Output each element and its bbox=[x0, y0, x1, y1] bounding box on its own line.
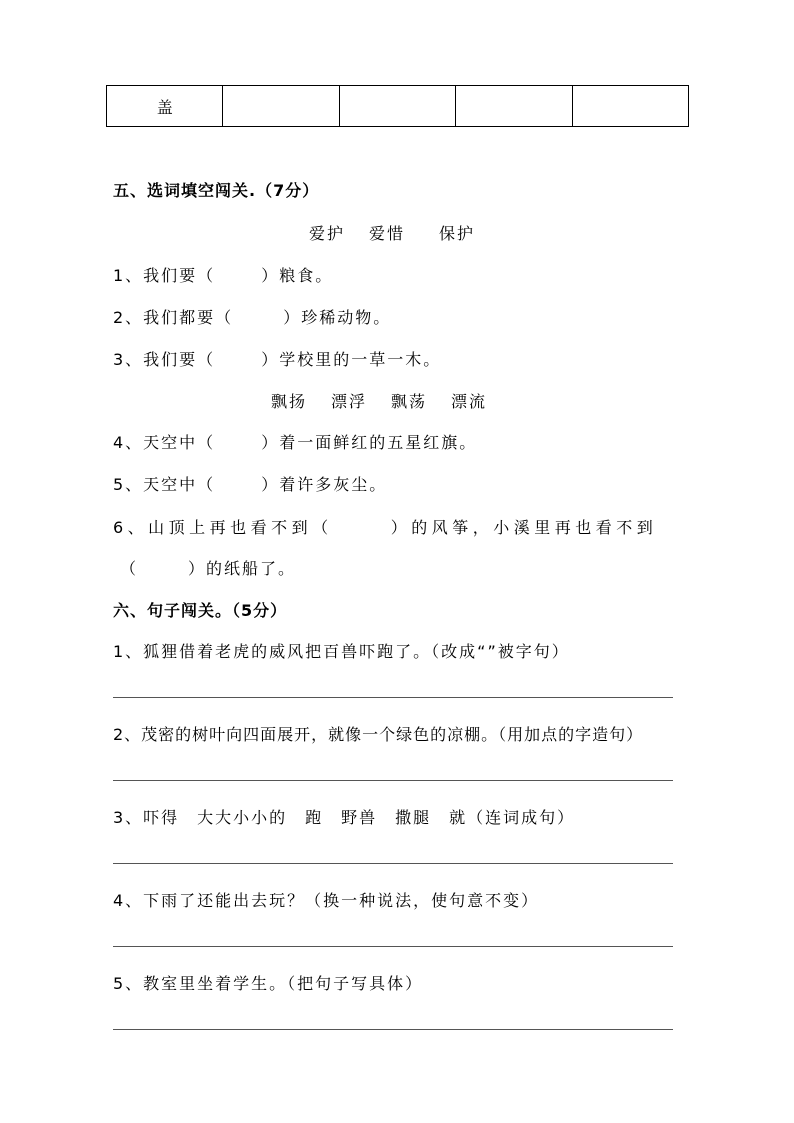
question-text: 3、我们要（ bbox=[113, 350, 216, 369]
fill-question-6 bbox=[113, 515, 657, 538]
word-bank-2 bbox=[271, 389, 487, 412]
sentence-question-5: 5、教室里坐着学生。（把句子写具体） bbox=[113, 974, 424, 993]
question-text: ）着一面鲜红的五星红旗。 bbox=[261, 433, 478, 452]
answer-line[interactable] bbox=[113, 697, 673, 698]
word-option: 保护 bbox=[439, 224, 476, 243]
answer-line[interactable] bbox=[113, 863, 673, 864]
fill-question-5 bbox=[113, 472, 387, 495]
table-cell[interactable] bbox=[339, 86, 455, 127]
fill-question-1 bbox=[113, 263, 333, 286]
fill-question-3 bbox=[113, 347, 441, 370]
section6-title: 六、句子闯关。（5分） bbox=[113, 601, 288, 620]
question-text: ）着许多灰尘。 bbox=[261, 475, 388, 494]
table-cell[interactable] bbox=[572, 86, 688, 127]
fill-question-6-continued bbox=[120, 556, 296, 579]
character-table bbox=[106, 85, 689, 127]
word-option: 漂浮 bbox=[331, 392, 368, 411]
question-text: ）学校里的一草一木。 bbox=[261, 350, 442, 369]
question-text: 4、天空中（ bbox=[113, 433, 216, 452]
table-cell[interactable] bbox=[456, 86, 572, 127]
sentence-question-2: 2、茂密的树叶向四面展开，就像一个绿色的凉棚。（用加点的字造句） bbox=[113, 725, 644, 744]
question-text: 1、我们要（ bbox=[113, 266, 216, 285]
table-row bbox=[107, 86, 689, 127]
table-cell: 盖 bbox=[107, 86, 223, 127]
word-option: 爱惜 bbox=[369, 224, 406, 243]
sentence-question-1: 1、狐狸借着老虎的威风把百兽吓跑了。（改成“”被字句） bbox=[113, 642, 570, 661]
sentence-question-4: 4、下雨了还能出去玩？（换一种说法，使句意不变） bbox=[113, 891, 540, 910]
answer-line[interactable] bbox=[113, 780, 673, 781]
answer-line[interactable] bbox=[113, 1029, 673, 1030]
table-cell[interactable] bbox=[223, 86, 339, 127]
fill-question-4 bbox=[113, 430, 477, 453]
sentence-question-3: 3、吓得 大大小小的 跑 野兽 撒腿 就（连词成句） bbox=[113, 808, 576, 827]
question-text: 2、我们都要（ bbox=[113, 308, 234, 327]
question-text: ）的纸船了。 bbox=[188, 559, 297, 578]
fill-question-2 bbox=[113, 305, 391, 328]
word-bank-1 bbox=[309, 221, 475, 244]
question-text: 5、天空中（ bbox=[113, 475, 216, 494]
word-option: 漂流 bbox=[451, 392, 488, 411]
question-text: ）的风筝，小溪里再也看不到 bbox=[390, 518, 658, 537]
question-text: ）粮食。 bbox=[261, 266, 334, 285]
question-text: （ bbox=[120, 559, 139, 578]
answer-line[interactable] bbox=[113, 946, 673, 947]
question-text: 6、山顶上再也看不到（ bbox=[113, 518, 333, 537]
section5-title: 五、选词填空闯关.（7分） bbox=[113, 181, 320, 200]
word-option: 飘荡 bbox=[391, 392, 428, 411]
question-text: ）珍稀动物。 bbox=[283, 308, 392, 327]
word-option: 爱护 bbox=[309, 224, 346, 243]
word-option: 飘扬 bbox=[271, 392, 308, 411]
